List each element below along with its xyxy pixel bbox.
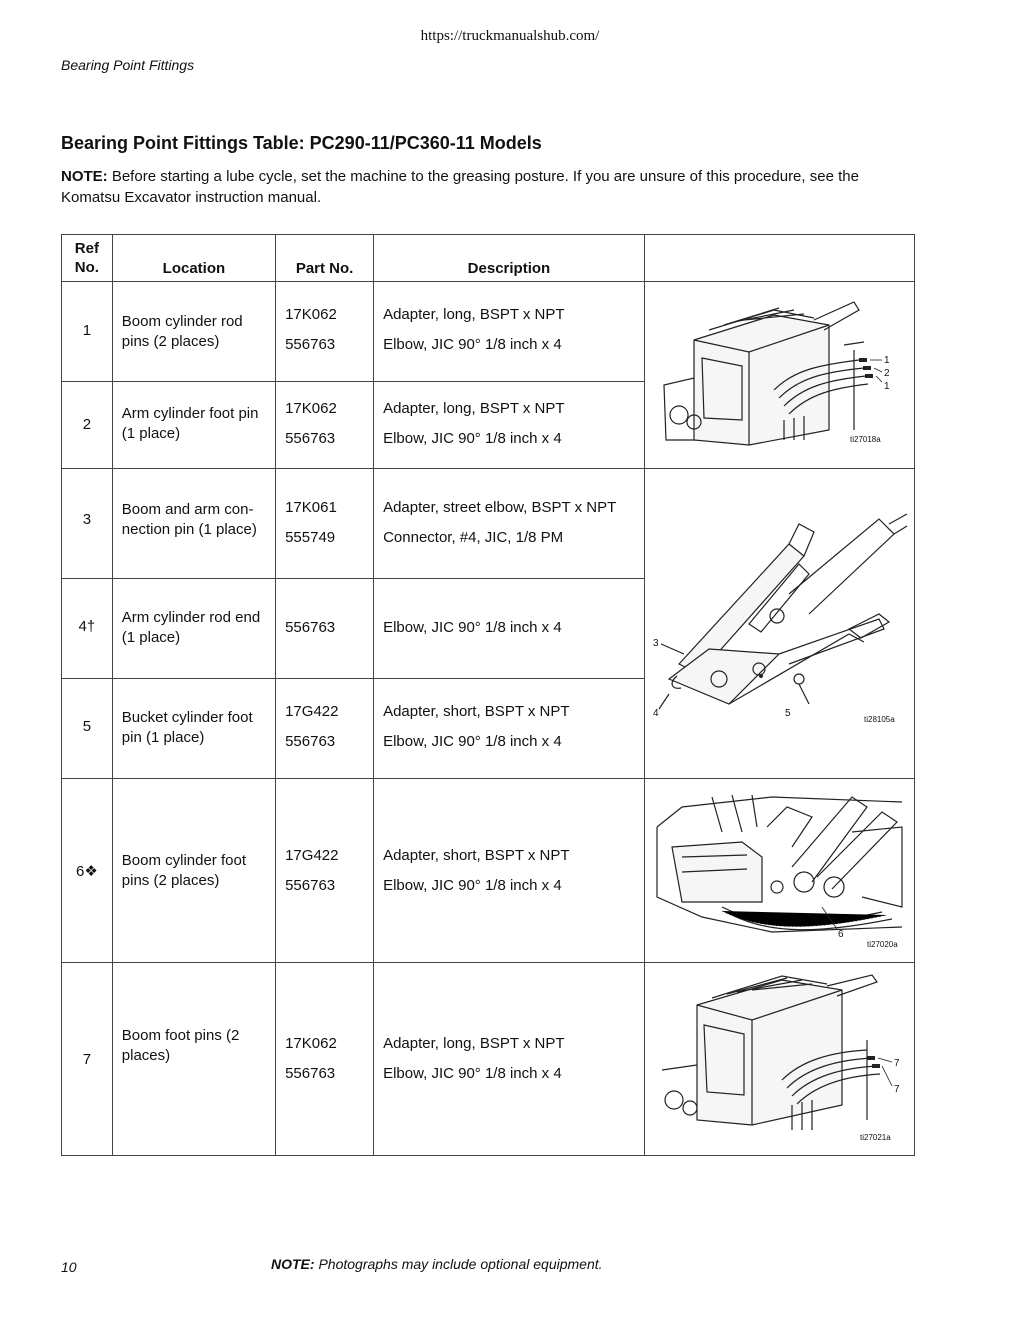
boom-foot-pins-diagram xyxy=(652,970,907,1148)
ref-cell: 4† xyxy=(62,579,113,679)
description-cell xyxy=(374,963,645,1156)
part-no: 555749 xyxy=(285,529,336,546)
description: Elbow, JIC 90° 1/8 inch x 4 xyxy=(383,1065,562,1082)
location-cell: Arm cylinder rod end (1 place) xyxy=(112,579,275,679)
part-no: 17G422 xyxy=(285,703,339,720)
callout-7: 7 xyxy=(893,1058,900,1069)
figure-cell-boom-arm xyxy=(644,469,914,779)
figure-id: ti27021a xyxy=(859,1133,891,1142)
callout-7b: 7 xyxy=(893,1084,900,1095)
part-no: 556763 xyxy=(285,336,336,353)
description-cell xyxy=(374,469,645,579)
ref-cell: 6❖ xyxy=(62,779,113,963)
callout-3: 3 xyxy=(653,637,659,649)
figure-id: ti27020a xyxy=(866,939,898,949)
table-row xyxy=(62,779,915,963)
callout-2: 2 xyxy=(884,368,890,379)
location-cell: Boom and arm con-nection pin (1 place) xyxy=(112,469,275,579)
part-no-cell xyxy=(276,469,374,579)
header-location: Location xyxy=(112,235,275,282)
ref-cell: 7 xyxy=(62,963,113,1156)
header-ref: Ref No. xyxy=(62,235,113,282)
location-cell: Boom cylinder rod pins (2 places) xyxy=(112,282,275,382)
running-head: Bearing Point Fittings xyxy=(61,57,195,73)
description-cell xyxy=(374,779,645,963)
part-no: 17K062 xyxy=(285,306,337,323)
boom-cylinder-foot-diagram xyxy=(652,787,907,955)
ref-cell: 3 xyxy=(62,469,113,579)
part-no: 556763 xyxy=(285,876,336,894)
part-no-cell xyxy=(276,963,374,1156)
description: Elbow, JIC 90° 1/8 inch x 4 xyxy=(383,336,562,353)
part-no: 17K062 xyxy=(285,1035,337,1052)
intro-note xyxy=(61,166,921,208)
ref-cell: 1 xyxy=(62,282,113,382)
figure-id: ti27018a xyxy=(850,435,882,444)
ref-cell: 5 xyxy=(62,679,113,779)
location-cell: Bucket cylinder foot pin (1 place) xyxy=(112,679,275,779)
ref-cell: 2 xyxy=(62,382,113,469)
part-no-cell xyxy=(276,382,374,469)
header-description: Description xyxy=(374,235,645,282)
description: Elbow, JIC 90° 1/8 inch x 4 xyxy=(383,430,562,447)
footer-note-label: NOTE: xyxy=(271,1256,315,1272)
callout-4: 4 xyxy=(653,707,659,719)
figure-cell-cab-left xyxy=(644,963,914,1156)
header-figure xyxy=(644,235,914,282)
description: Adapter, short, BSPT x NPT xyxy=(383,703,570,720)
description-cell xyxy=(374,282,645,382)
description-cell xyxy=(374,579,645,679)
description-cell xyxy=(374,382,645,469)
location-cell: Boom cylinder foot pins (2 places) xyxy=(112,779,275,963)
description: Adapter, long, BSPT x NPT xyxy=(383,400,565,417)
note-text: Before starting a lube cycle, set the machine to the greasing posture. If you are unsure of this procedure, see the Komatsu Excavator instruction manual. xyxy=(61,168,859,206)
footer-note xyxy=(271,1256,603,1272)
part-no: 17K061 xyxy=(285,499,337,516)
figure-id: ti28105a xyxy=(864,714,896,724)
part-no: 17G422 xyxy=(285,846,339,864)
page-title: Bearing Point Fittings Table: PC290-11/PC360-11 Models xyxy=(61,133,542,153)
table-header-row xyxy=(62,235,915,282)
part-no: 556763 xyxy=(285,733,336,750)
location-cell: Boom foot pins (2 places) xyxy=(112,963,275,1156)
description: Connector, #4, JIC, 1/8 PM xyxy=(383,529,564,546)
description-cell xyxy=(374,679,645,779)
page-number: 10 xyxy=(61,1259,77,1275)
callout-6: 6 xyxy=(837,928,844,940)
location-cell: Arm cylinder foot pin (1 place) xyxy=(112,382,275,469)
callout-1b: 1 xyxy=(884,381,890,392)
description: Elbow, JIC 90° 1/8 inch x 4 xyxy=(383,733,562,750)
description: Adapter, street elbow, BSPT x NPT xyxy=(383,499,617,516)
description: Adapter, short, BSPT x NPT xyxy=(383,846,570,864)
part-no-cell xyxy=(276,779,374,963)
description: Adapter, long, BSPT x NPT xyxy=(383,1035,565,1052)
description: Elbow, JIC 90° 1/8 inch x 4 xyxy=(383,619,562,636)
part-no: 556763 xyxy=(285,430,336,447)
figure-cell-boom-foot xyxy=(644,779,914,963)
part-no-cell xyxy=(276,679,374,779)
part-no: 556763 xyxy=(285,619,336,636)
description: Adapter, long, BSPT x NPT xyxy=(383,306,565,323)
table-row xyxy=(62,963,915,1156)
part-no: 556763 xyxy=(285,1065,336,1082)
table-row xyxy=(62,469,915,579)
part-no-cell xyxy=(276,282,374,382)
bearing-fittings-table xyxy=(61,234,915,1156)
table-row xyxy=(62,282,915,382)
source-url: https://truckmanualshub.com/ xyxy=(420,28,600,44)
callout-5: 5 xyxy=(785,707,791,719)
footer-note-text: Photographs may include optional equipment. xyxy=(314,1256,603,1272)
boom-arm-lube-points-diagram xyxy=(649,504,909,744)
description: Elbow, JIC 90° 1/8 inch x 4 xyxy=(383,876,562,894)
figure-cell-cab-right xyxy=(644,282,914,469)
note-label: NOTE: xyxy=(61,168,108,185)
header-part-no: Part No. xyxy=(276,235,374,282)
cab-lube-points-diagram xyxy=(654,290,904,460)
part-no-cell xyxy=(276,579,374,679)
callout-1: 1 xyxy=(884,355,890,366)
part-no: 17K062 xyxy=(285,400,337,417)
